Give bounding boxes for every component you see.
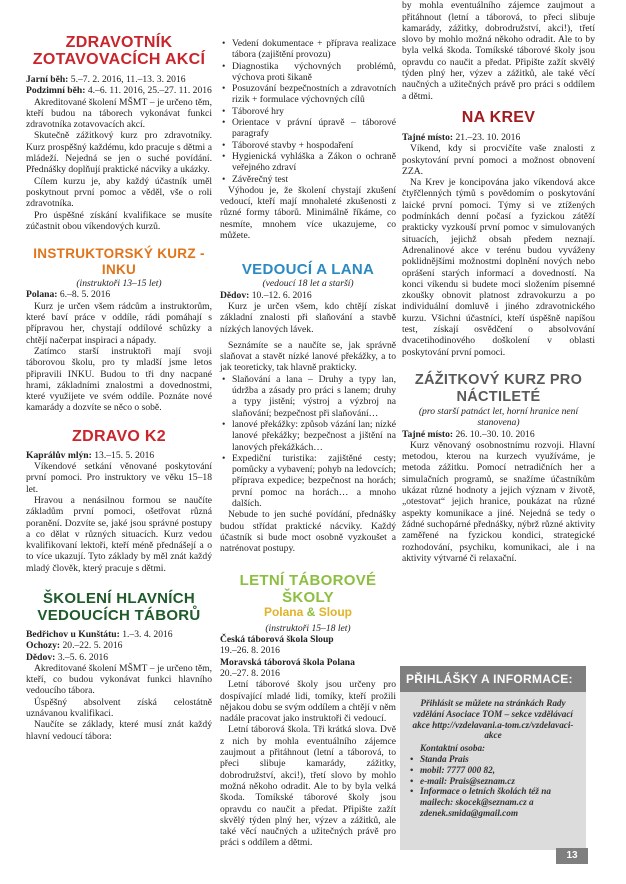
contact-name: • Standa Prais [408, 754, 578, 765]
list-item: • Závěrečný test [220, 174, 396, 185]
paragraph: Kurz je určen všem rádcům a instruktorům, které baví práce v oddíle, rádi pomáhají s přípravou her, chystají oddílové schůzky a chtějí načerpat inspiraci a nápady. [26, 300, 212, 346]
paragraph: Kurz je určen všem, kdo chtějí získat základní znalosti při slaňování a stavbě nízkých lanových lávek. [220, 300, 396, 335]
contact-mobile: • mobil: 7777 000 82, [408, 765, 578, 776]
paragraph: Pro úspěšné získání kvalifikace se musíte zúčastnit obou víkendových kurzů. [26, 209, 212, 232]
date-kapraluv-mlyn: Kaprálův mlýn: 13.–15. 5. 2016 [26, 449, 155, 461]
paragraph: Naučíte se základy, které musí znát každý hlavní vedoucí tábora: [26, 719, 212, 742]
paragraph: Na Krev je koncipována jako víkendová akce čtyřčlenných týmů s povědomím o poskytování laické první pomoci. Týmy si ve ztížených podmínkách denní počasí a fyzickou zátěží prakticky vyzkouší první pomoc v simulovaných situacích, jejichž obsah předem neznají. Adrenalinové akce v terénu budou vyváženy poklidnějšími možnostmi doplnění nových nebo oprášení starých informací a dovedností. Na konci víkendu si budete moci složením písemné zkoušky obnovit platnost zdravokurzu a po individuální domluvě i jiného zdravotnického kurzu. Všichni účastníci, kteří úspěšně napíšou test, získají osvědčení o absolvování dvacetihodinového doškolení v oblasti poskytování první pomoci. [402, 177, 595, 358]
paragraph: Víkend, kdy si procvičíte vaše znalosti z poskytování první pomoci a možnost obnovení ZZA. [402, 143, 595, 177]
paragraph: Cílem kurzu je, aby každý účastník uměl poskytnout první pomoc a věděl, vše o roli zdravotníka. [26, 175, 212, 210]
info-box-body [400, 692, 586, 819]
contact-email[interactable]: • e-mail: Prais@seznam.cz [408, 776, 578, 787]
paragraph: Hravou a nenásilnou formou se naučíte základům první pomoci, ošetřovat různá poranění. Dozvíte se, jaké jsou správné postupy a co dělat v různých situacích. Kurz vedou kvalifikovaní lektoři, kteří méně přednášejí a o to více ukazují. Tyto základy by měl znát každý mladý člověk, který pracuje s dětmi. [26, 494, 212, 574]
age-note: (pro starší patnáct let, horní hranice není stanovena) [418, 405, 579, 429]
heading-k2: ZDRAVO K2 [72, 427, 166, 445]
heading-zdravotnik: ZDRAVOTNÍK ZOTAVOVACÍCH AKCÍ [32, 34, 206, 68]
paragraph: Kurz věnovaný osobnostnímu rozvoji. Hlavní metodou, kterou na kurzech využíváme, je metoda zážitku. Pomocí netradičních her a simulačních programů, se snažíme účastníkům ukázat různé hodnoty a jejich význam v životě, „otestovat“ jejich hranice, poukázat na různé aspekty komunikace a jiné. Nejedná se tedy o žádné suchopárné přednášky, nýbrž různé aktivity zaměřené na fyzickou kondici, strategické rozhodování, psychiku, komunikaci, ale i na aktivity výtvarné či relaxační. [402, 439, 595, 564]
contact-list [408, 743, 578, 819]
date-autumn: Podzimní běh: 4.–6. 11. 2016, 25.–27. 11. 2016 [26, 85, 212, 97]
location-sloup: Česká táborová škola Sloup [220, 634, 334, 646]
list-item: • Vedení dokumentace + příprava realizace tábora (zajištění provozu) [220, 38, 396, 61]
age-note: (vedoucí 18 let a starší) [262, 278, 354, 290]
date-krev: Tajné místo: 21.–23. 10. 2016 [402, 132, 521, 143]
heading-lana: VEDOUCÍ A LANA [241, 261, 375, 279]
date-spring: Jarní běh: 5.–7. 2. 2016, 11.–13. 3. 2016 [26, 74, 186, 85]
paragraph: Letní táborová škola. Tři krátká slova. Dvě z nich by mohla eventuálního zájemce zaujmout a přitáhnout (letní a táborová, to přeci slibuje kamarády, zážitky, dobrodružství, akci!), třetí slovo by mohlo možná někoho odradit. Ale to by byla velká škoda. Tomíkské táborové školy jsou opravdu co naučit a předat. Připište zažít skvělý týden plný her, výzev a zážitků, ale také věcí naučných a užitečných právě pro práci s oddílem a dětmi. [220, 724, 396, 849]
location-polana: Moravská táborová škola Polana [220, 656, 355, 668]
contact-label: Kontaktní osoba: [420, 743, 486, 754]
list-item: • Orientace v právní úpravě – táborové paragrafy [220, 117, 396, 140]
list-item: • Táborové hry [220, 106, 396, 117]
lana-topics-list [220, 374, 396, 510]
page-number: 13 [556, 848, 588, 864]
registration-intro: Přihlásit se můžete na stránkách Rady vzdělání Asociace TOM – sekce vzdělávací akce http://vzdelavani.a-tom.cz/vzdelavaci-akce [412, 698, 574, 741]
paragraph: Skutečně zážitkový kurz pro zdravotníky. Kurz prospěšný každému, kdo pracuje s dětmi a mládeží. Nejedná se jen o suché povídání. Přednášky doplňují praktické nácviky a ukázky. [26, 130, 212, 176]
date-polana: Polana: 6.–8. 5. 2016 [26, 289, 111, 301]
list-item: • lanové překážky: způsob vázání lan; nízké lanové překážky; bezpečnost a jištění na lanových překážkách… [220, 419, 396, 453]
age-note: (instruktoři 15–18 let) [265, 622, 351, 634]
date-dedov: Dědov: 3.–5. 6. 2016 [26, 651, 109, 663]
age-note: (instruktoři 13–15 let) [76, 278, 162, 290]
skoleni-topics-list [220, 38, 396, 185]
paragraph: Akreditované školení MŠMT – je určeno těm, kteří budou na táborech vykonávat funkci zdravotníka zotavovacích akcí. [26, 96, 212, 131]
date-dedov-lana: Dědov: 10.–12. 6. 2016 [220, 289, 312, 301]
paragraph: Seznámíte se a naučíte se, jak správně slaňovat a stavět nízké lanové překážky, a to jak teoreticky, tak hlavně prakticky. [220, 339, 396, 374]
list-item: • Hygienická vyhláška a Zákon o ochraně veřejného zdraví [220, 151, 396, 174]
paragraph: Nebude to jen suché povídání, přednášky budou střídat praktické nácviky. Každý účastník si bude moct osobně vyzkoušet a natrénovat postupy. [220, 509, 396, 555]
paragraph: Úspěšný absolvent získá celostátně uznávanou kvalifikaci. [26, 696, 212, 720]
heading-skoleni: ŠKOLENÍ HLAVNÍCH VEDOUCÍCH TÁBORŮ [37, 589, 201, 624]
column-middle [220, 38, 396, 849]
paragraph: Víkendové setkání věnované poskytování první pomoci. Pro instruktory ve věku 15–18 let. [26, 461, 212, 495]
list-item: • Expediční turistika: zajištěné cesty; pomůcky a vybavení; pohyb na ledovcích; příprava expedice; bezpečnost na horách; první pomoc na horách… a mnoho dalších. [220, 453, 396, 509]
paragraph: Zatímco starší instruktoři mají svoji táborovou školu, pro ty mladší jsme letos připravili INKU. Budou to tři dny nacpané hrami, základními znalostmi a dovednostmi, které využijete ve svém oddíle. Poznáte nové kamarády a dozvíte se něco o sobě. [26, 345, 212, 414]
list-item: • Slaňování a lana – Druhy a typy lan, údržba a zásady pro práci s lanem; druhy a typy jistění; výstroj a výzbroj na slaňování; bezpečnost při slaňování… [220, 374, 396, 419]
date-nactilete: Tajné místo: 26. 10.–30. 10. 2016 [402, 428, 535, 440]
list-item: • Posuzování bezpečnostních a zdravotních rizik + formulace výchovných cílů [220, 83, 396, 106]
heading-inku: INSTRUKTORSKÝ KURZ - INKU [33, 246, 205, 278]
column-right [402, 0, 595, 564]
heading-krev: NA KREV [461, 109, 536, 126]
date-bedrichov: Bedřichov u Kunštátu: 1.–3. 4. 2016 [26, 628, 173, 640]
date-sloup: 19.–26. 8. 2016 [220, 645, 280, 657]
paragraph-continued: by mohla eventuálního zájemce zaujmout a přitáhnout (letní a táborová, to přeci slibuje kamarády, zážitky, dobrodružství, akci!), třetí slovo by mohlo možná někoho odradit. Ale to by byla velká škoda. Tomíkské táborové školy jsou opravdu co naučit a předat. Připište zažít skvělý týden plný her, výzev a zážitků, ale také věcí naučných a užitečných právě pro práci s oddílem a dětmi. [402, 0, 595, 102]
column-left [26, 34, 212, 742]
list-item: • Táborové stavby + hospodaření [220, 140, 396, 151]
heading-letni: LETNÍ TÁBOROVÉ ŠKOLY [239, 572, 377, 607]
info-box-title: PŘIHLÁŠKY A INFORMACE: [400, 666, 586, 692]
paragraph: Akreditované školení MŠMT – je určeno těm, kteří, co budou vykonávat funkci hlavního vedoucího tábora. [26, 662, 212, 697]
date-polana-school: 20.–27. 8. 2016 [220, 667, 280, 679]
heading-nactilete: ZÁŽITKOVÝ KURZ PRO NÁCTILETÉ [414, 371, 583, 405]
summer-school-info: • Informace o letních školách též na mailech: skocek@seznam.cz a zdenek.smida@gmail.com [408, 786, 578, 818]
subtitle-polana-sloup: Polana & Sloup [263, 605, 353, 620]
list-item: • Diagnostika výchovných problémů, výchova proti šikaně [220, 61, 396, 84]
paragraph: Výhodou je, že školení chystají zkušení vedoucí, kteří mají mnohaleté zkušenosti z různé formy táborů. Minimálně říkáme, co nesmíte, mnohem více ukazujeme, co můžete. [220, 184, 396, 242]
date-ochozy: Ochozy: 20.–22. 5. 2016 [26, 640, 123, 652]
registration-info-box [400, 666, 586, 850]
paragraph: Letní táborové školy jsou určeny pro dospívající mladé lidi, tomíky, kteří prožili nějakou dobu se svým oddílem a chtějí v něm nadále pracovat jako instruktoři či vedoucí. [220, 679, 396, 725]
